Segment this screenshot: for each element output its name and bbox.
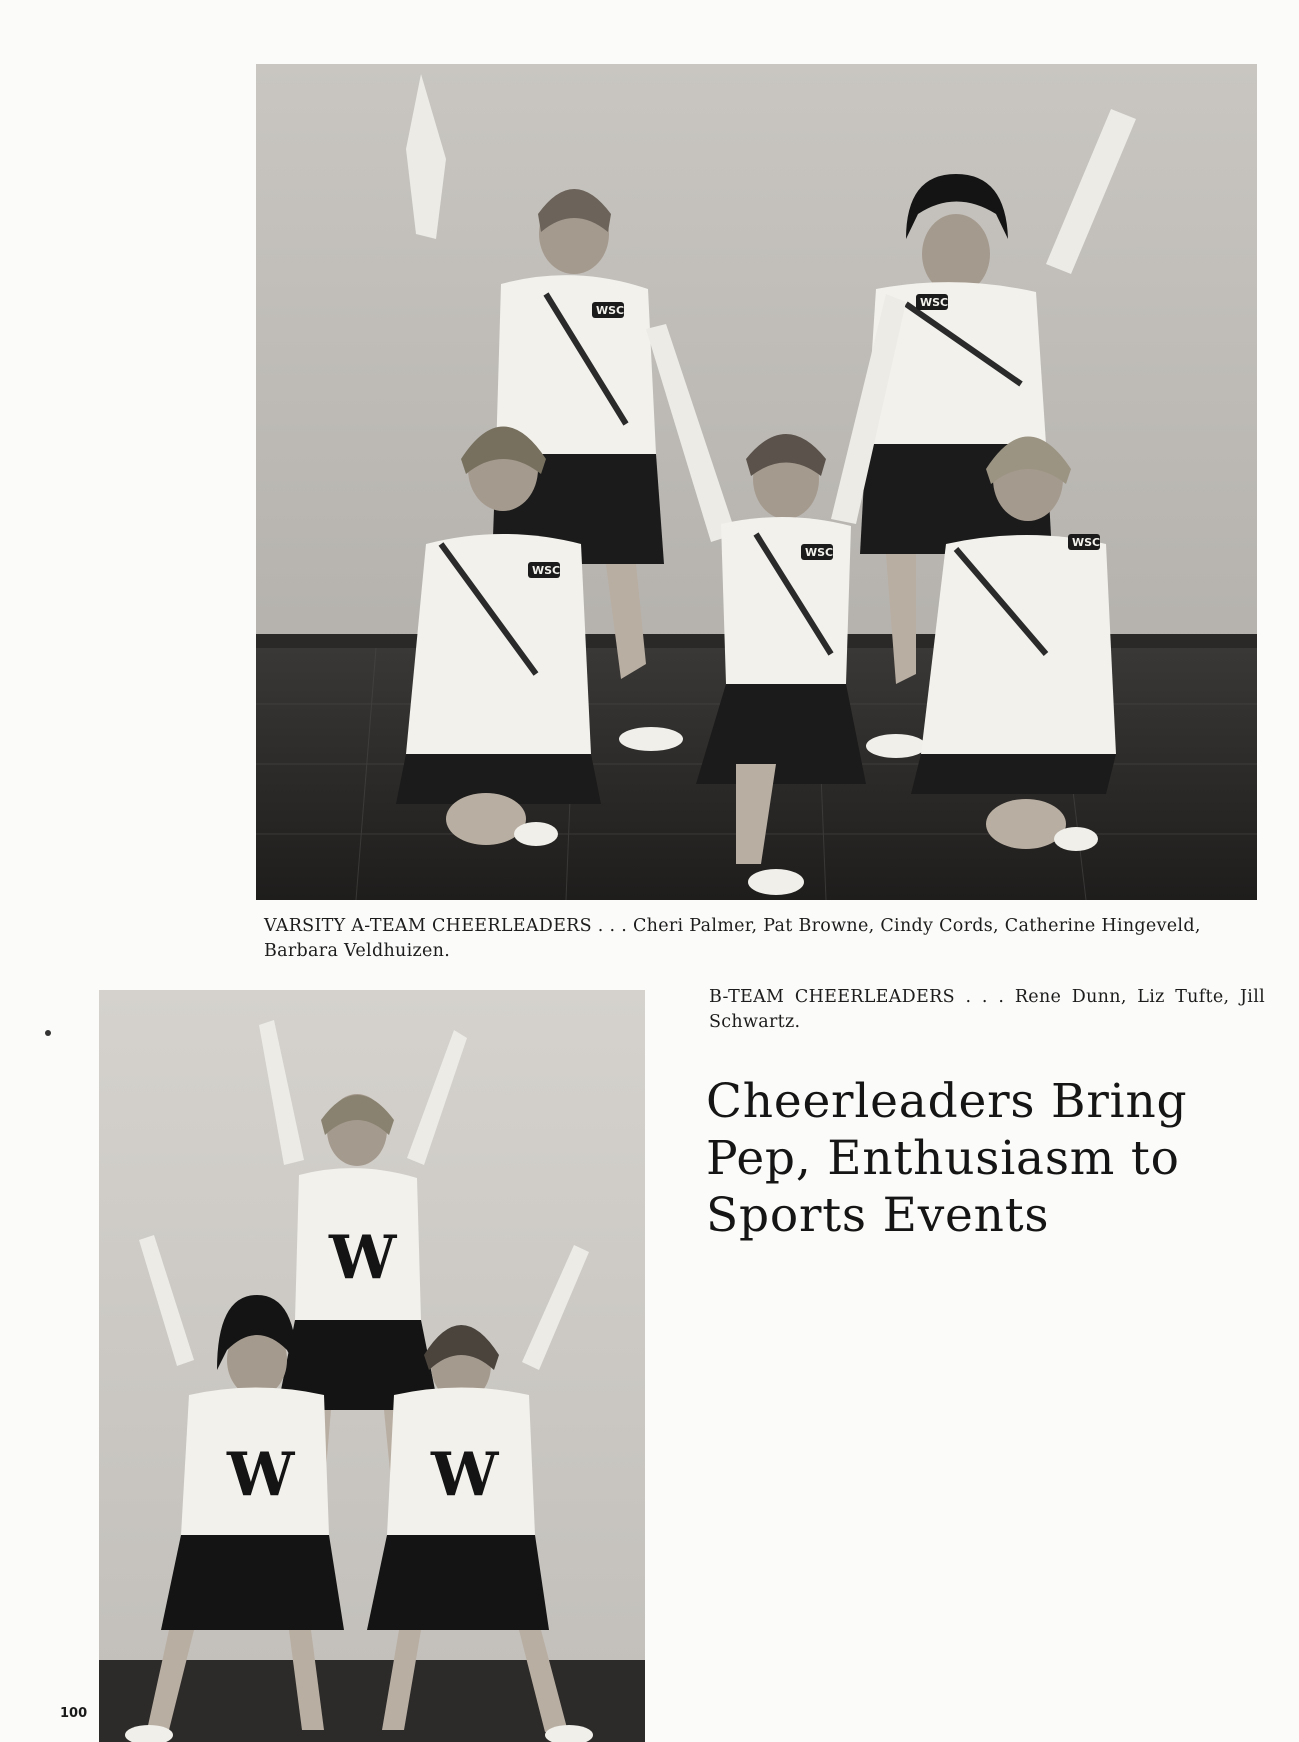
print-speck — [45, 1030, 51, 1036]
svg-text:WSC: WSC — [920, 296, 949, 309]
varsity-photo-illustration — [256, 64, 1257, 900]
svg-text:WSC: WSC — [1072, 536, 1101, 549]
svg-text:WSC: WSC — [532, 564, 561, 577]
bteam-photo-illustration — [99, 990, 645, 1742]
bteam-caption: B-TEAM CHEERLEADERS . . . Rene Dunn, Liz Tufte, Jill Schwartz. — [709, 987, 1265, 1032]
bteam-cheerleaders-photo — [99, 990, 645, 1742]
varsity-caption: VARSITY A-TEAM CHEERLEADERS . . . Cheri Palmer, Pat Browne, Cindy Cords, Catherine Hingeveld, Barbara Veldhuizen. — [264, 916, 1201, 961]
page-number: 100 — [60, 1706, 88, 1721]
varsity-cheerleaders-photo — [256, 64, 1257, 900]
sweater-letter: W — [227, 1440, 295, 1510]
svg-text:WSC: WSC — [805, 546, 834, 559]
svg-text:WSC: WSC — [596, 304, 625, 317]
sweater-letter: W — [329, 1223, 397, 1293]
page-headline: Cheerleaders Bring Pep, Enthusiasm to Sports Events — [706, 1074, 1188, 1243]
sweater-letter: W — [431, 1440, 499, 1510]
